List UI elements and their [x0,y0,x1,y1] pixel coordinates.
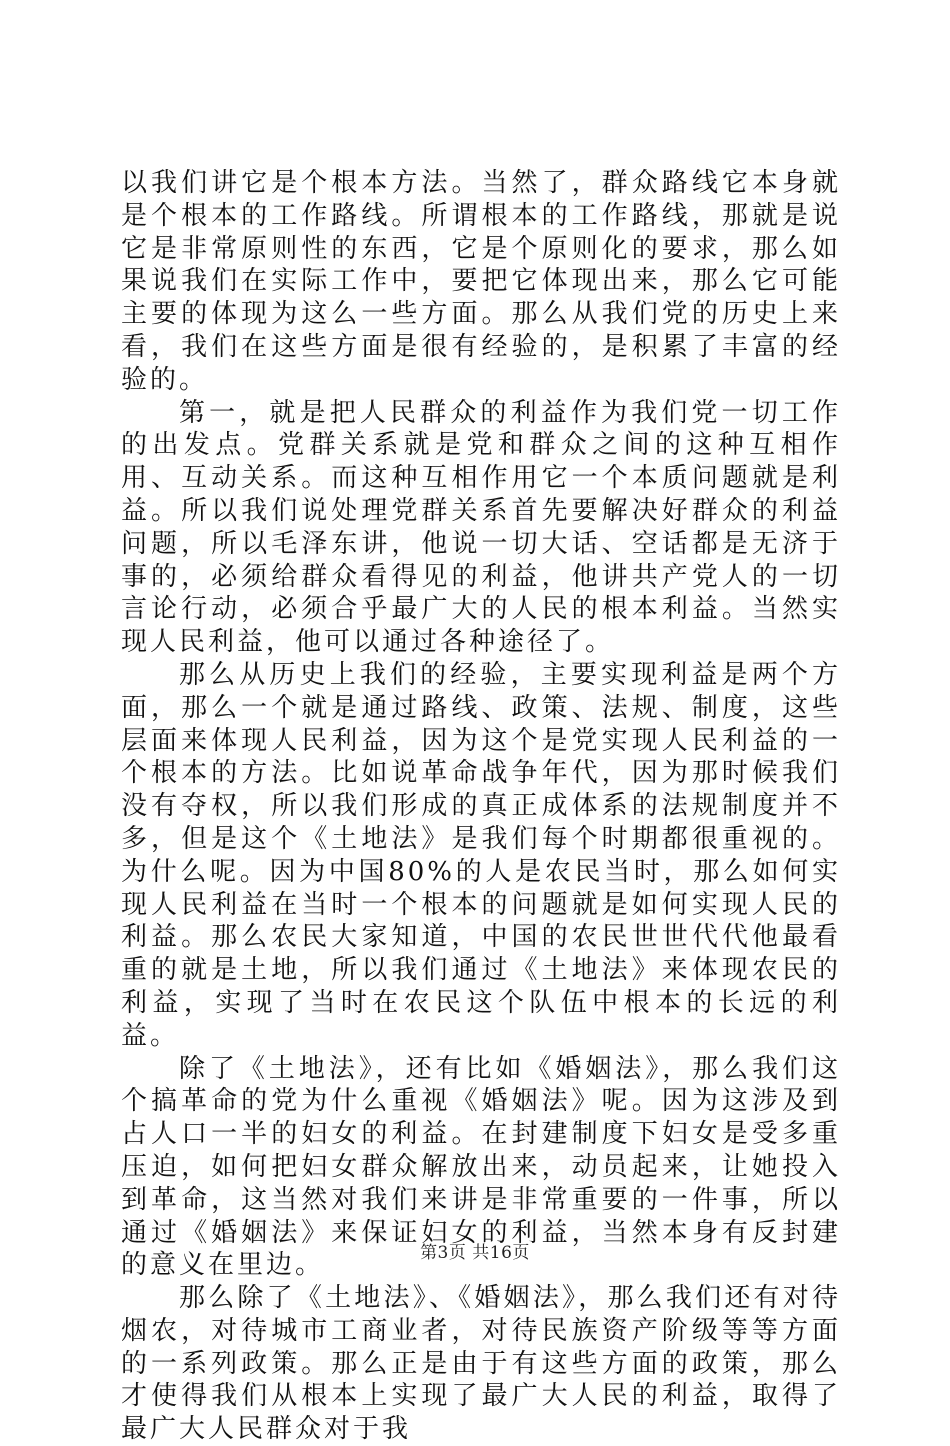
paragraph-1: 以我们讲它是个根本方法。当然了，群众路线它本身就是个根本的工作路线。所谓根本的工作路线，那就是说它是非常原则性的东西，它是个原则化的要求，那么如果说我们在实际工作中，要把它体现出来，那么它可能主要的体现为这么一些方面。那么从我们党的历史上来看，我们在这些方面是很有经验的，是积累了丰富的经验的。 [121,168,841,395]
page-number-footer: 第3页 共16页 [420,1243,530,1263]
paragraph-2: 第一，就是把人民群众的利益作为我们党一切工作的出发点。党群关系就是党和群众之间的这种互相作用、互动关系。而这种互相作用它一个本质问题就是利益。所以我们说处理党群关系首先要解决好群众的利益问题，所以毛泽东讲，他说一切大话、空话都是无济于事的，必须给群众看得见的利益，他讲共产党人的一切言论行动，必须合乎最广大的人民的根本利益。当然实现人民利益，他可以通过各种途径了。 [121,397,841,658]
paragraph-5: 那么除了《土地法》、《婚姻法》，那么我们还有对待烟农，对待城市工商业者，对待民族资产阶级等等方面的一系列政策。那么正是由于有这些方面的政策，那么才使得我们从根本上实现了最广大人民的利益，取得了最广大人民群众对于我 [121,1283,841,1445]
paragraph-4: 除了《土地法》，还有比如《婚姻法》，那么我们这个搞革命的党为什么重视《婚姻法》呢。因为这涉及到占人口一半的妇女的利益。在封建制度下妇女是受多重压迫，如何把妇女群众解放出来，动员起来，让她投入到革命，这当然对我们来讲是非常重要的一件事，所以通过《婚姻法》来保证妇女的利益，当然本身有反封建的意义在里边。 [121,1053,841,1281]
paragraph-3: 那么从历史上我们的经验，主要实现利益是两个方面，那么一个就是通过路线、政策、法规、制度，这些层面来体现人民利益，因为这个是党实现人民利益的一个根本的方法。比如说革命战争年代，因为那时候我们没有夺权，所以我们形成的真正成体系的法规制度并不多，但是这个《土地法》是我们每个时期都很重视的。为什么呢。因为中国80%的人是农民当时，那么如何实现人民利益在当时一个根本的问题就是如何实现人民的利益。那么农民大家知道，中国的农民世世代代他最看重的就是土地，所以我们通过《土地法》来体现农民的利益，实现了当时在农民这个队伍中根本的长远的利益。 [121,659,841,1051]
